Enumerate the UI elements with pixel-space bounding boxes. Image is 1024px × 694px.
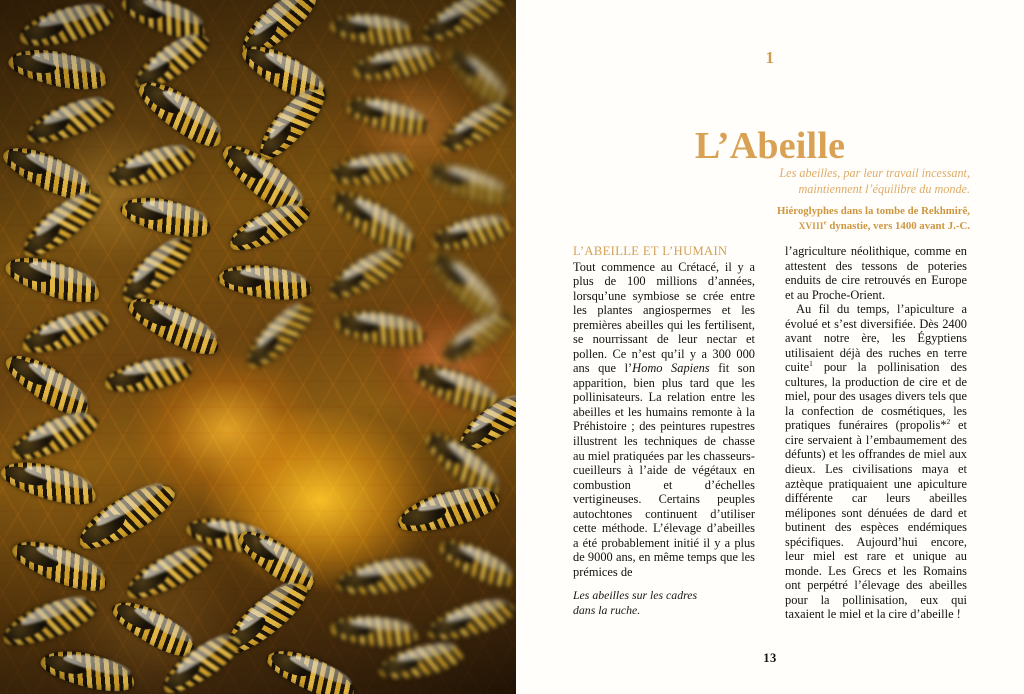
column-left (573, 244, 755, 579)
page-number: 13 (763, 651, 777, 665)
paragraph-text: Tout commence au Crétacé, il y a plus de 100 millions d’années, lorsqu’une symbiose se crée entre les plantes angiospermes et les premières abeilles qui les fertilisent, se nourrissant de leur nectar et pollen. Ce n’est qu’il y a 300 000 ans que l’ (573, 259, 755, 376)
photo-caption (573, 588, 763, 618)
epigraph-source-line2: dynastie, vers 1400 avant J.-C. (826, 219, 970, 232)
paragraph-text-end: et cire servaient à l’embaumement des défunts) et les offrandes de miel aux dieux. Les civilisations maya et aztèque pratiquaient une apiculture différente car leurs abeilles mélipones sont dénuées de dard et butinent des espèces endémiques spécifiques. Aujourd’hui encore, leur miel est rare et unique au monde. Les Grecs et les Romains ont perpétré l’élevage des abeilles pour la pollinisation, eux qui taxaient le miel et la cire d’abeille ! (785, 418, 967, 622)
paragraph (785, 302, 967, 622)
epigraph-quote: Les abeilles, par leur travail incessant, maintiennent l’équilibre du monde. (779, 166, 970, 197)
italic-term: Homo Sapiens (632, 361, 710, 376)
epigraph-source (730, 204, 970, 234)
column-right (785, 244, 967, 622)
photo-caption-line1: Les abeilles sur les cadres (573, 588, 698, 602)
epigraph-source-roman: XVIII (798, 220, 824, 231)
paragraph-text: Au fil du temps, l’apiculture a évolué et s’est diversifiée. Dès 2400 avant notre ère, les Égyptiens utilisaient déjà des ruches en terre cuite (785, 302, 967, 375)
paragraph (573, 260, 755, 580)
section-heading: L’ABEILLE ET L’HUMAIN (573, 244, 728, 258)
paragraph: l’agriculture néolithique, comme en attestent des tessons de poteries enduits de cire retrouvés en Europe et au Proche-Orient. (785, 244, 967, 302)
epigraph-source-roman-ordinal: e (823, 219, 827, 227)
paragraph-text-cont: pour la pollinisation des cultures, la production de cire et de miel, pour des usages divers tels que la confection de cosmétiques, les pratiques funéraires (propolis* (785, 360, 967, 433)
chapter-number: 1 (765, 48, 775, 67)
page-title: L’Abeille (694, 125, 846, 168)
footnote-marker-1: 1 (809, 359, 813, 369)
footnote-marker-2: 2 (946, 417, 951, 427)
text-page (516, 0, 1024, 694)
photo-caption-line2: dans la ruche. (573, 603, 641, 618)
paragraph-text-cont: fit son apparition, bien plus tard que les pollinisateurs. La relation entre les abeilles et les humains remonte à la Préhistoire ; des peintures rupestres illustrent les techniques de chasse au miel pratiquées par les chasseurs-cueilleurs à l’aide de végétaux en combustion et d’échelles vertigineuses. Certains peuples autochtones continuent d’utiliser cette méthode. L’élevage d’abeilles a été probablement initié il y a plus de 9000 ans, en même temps que les prémices de (573, 361, 756, 579)
epigraph-source-line1: Hiéroglyphes dans la tombe de Rekhmirê, (777, 205, 970, 217)
